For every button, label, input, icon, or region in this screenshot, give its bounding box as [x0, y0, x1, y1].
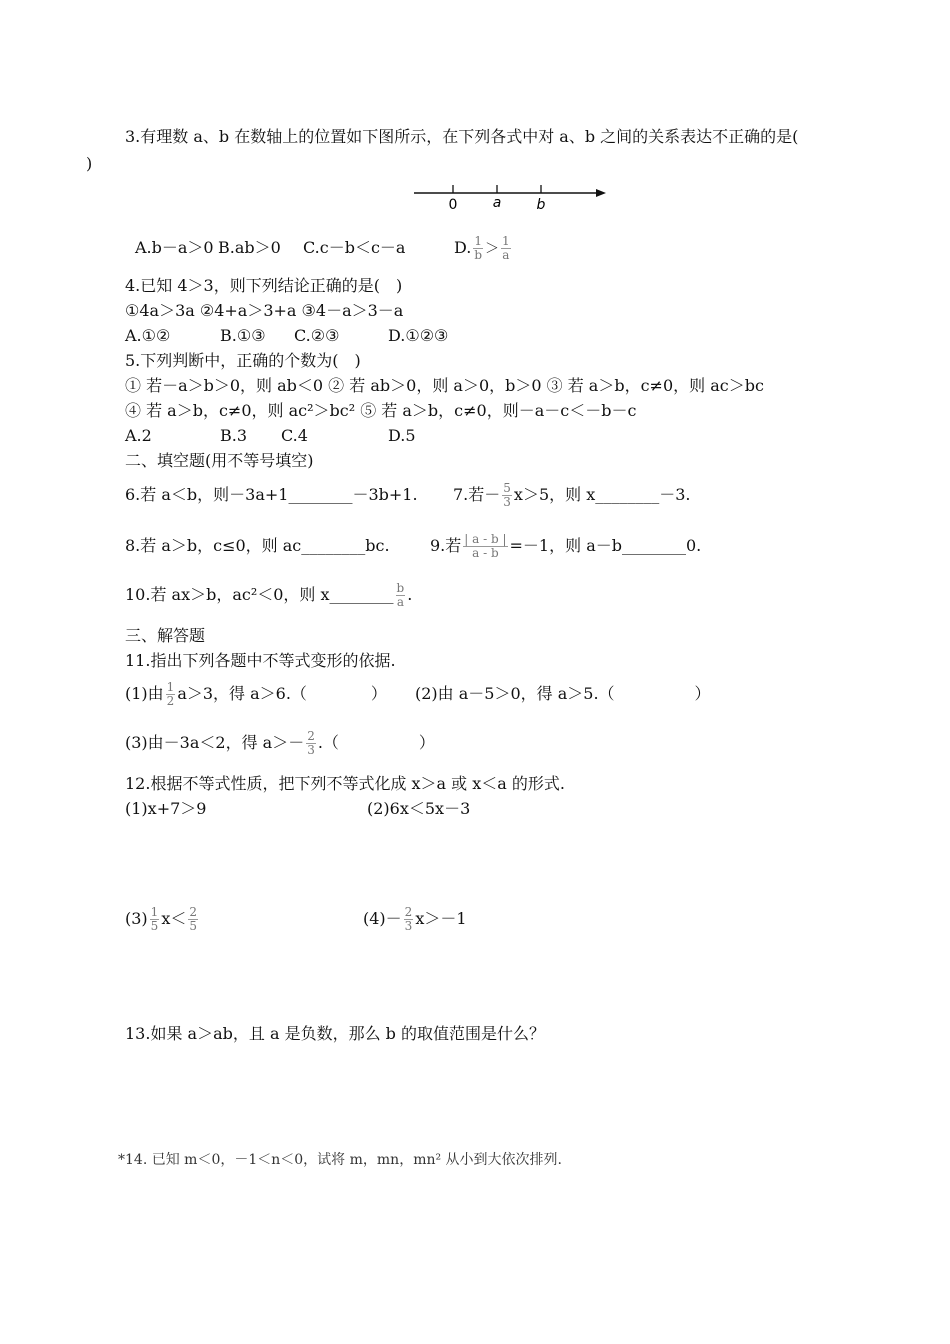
q10-suffix: . — [407, 585, 413, 604]
q5-option-b: B.3 — [220, 426, 248, 445]
q12-stem: 12.根据不等式性质，把下列不等式化成 x＞a 或 x＜a 的形式. — [125, 774, 566, 793]
q12-part1: (1)x+7＞9 — [125, 799, 207, 818]
q12-part3-frac2: $\frac{2}{5}$ — [189, 905, 197, 933]
q6: 6.若 a＜b，则－3a+1________－3b+1. — [125, 485, 418, 504]
q3-option-d-prefix: D. — [454, 238, 472, 257]
q12-part3-frac1: $\frac{1}{5}$ — [150, 905, 159, 933]
q10-frac: $\frac{b}{a}$ — [396, 581, 405, 609]
q12-part3 — [125, 902, 200, 936]
q3-option-d-frac1: $\frac{1}{b}$ — [474, 234, 483, 262]
q11-part2: (2)由 a－5＞0，得 a＞5.（ ） — [415, 684, 711, 703]
q10 — [125, 578, 412, 612]
q11-part3-suffix: .（ ） — [317, 733, 435, 752]
q3-option-b: B.ab＞0 — [218, 238, 281, 257]
q7-frac: $\frac{5}{3}$ — [503, 481, 511, 509]
label-0: 0 — [448, 197, 458, 213]
q3-stem: 3.有理数 a、b 在数轴上的位置如下图所示，在下列各式中对 a、b 之间的关系表达不正确的是( — [125, 127, 799, 146]
q11-part3 — [125, 726, 435, 760]
label-b: b — [536, 197, 546, 213]
q11-part1 — [125, 677, 387, 711]
q12-part3-mid: x＜ — [161, 909, 187, 928]
q4-stem: 4.已知 4＞3，则下列结论正确的是( ) — [125, 276, 403, 295]
q12-part4-frac: $\frac{2}{3}$ — [404, 905, 413, 933]
q5-option-d: D.5 — [388, 426, 416, 445]
q4-option-d: D.①②③ — [388, 326, 449, 345]
q11-part1-prefix: (1)由 — [125, 684, 164, 703]
q11-stem: 11.指出下列各题中不等式变形的依据. — [125, 651, 396, 670]
q5-line2: ④ 若 a＞b，c≠0，则 ac²＞bc² ⑤ 若 a＞b，c≠0，则－a－c＜－b－c — [125, 401, 637, 420]
q7 — [453, 478, 691, 512]
q12-part4 — [363, 902, 467, 936]
q4-option-b: B.①③ — [220, 326, 266, 345]
q7-suffix: x＞5，则 x________－3. — [513, 485, 691, 504]
q3-option-c: C.c－b＜c－a — [303, 238, 406, 257]
q12-part4-suffix: x＞－1 — [415, 909, 467, 928]
q10-prefix: 10.若 ax＞b，ac²＜0，则 x________ — [125, 585, 394, 604]
q11-part3-frac: $\frac{2}{3}$ — [307, 729, 315, 757]
q12-part4-prefix: (4)－ — [363, 909, 402, 928]
q9 — [430, 529, 701, 563]
q4-option-a: A.①② — [125, 326, 171, 345]
section-fill-in-title: 二、填空题(用不等号填空) — [125, 451, 314, 470]
q9-suffix: =－1，则 a－b________0. — [509, 536, 702, 555]
q7-prefix: 7.若－ — [453, 485, 501, 504]
q3-option-a: A.b－a＞0 — [135, 238, 214, 257]
q11-part3-prefix: (3)由－3a＜2，得 a＞－ — [125, 733, 305, 752]
q9-frac: $\frac{| a - b |}{a - b}$ — [464, 532, 507, 560]
q12-part2: (2)6x＜5x－3 — [367, 799, 471, 818]
q3-option-d-gt: ＞ — [485, 241, 500, 257]
q5-option-a: A.2 — [125, 426, 152, 445]
q8: 8.若 a＞b，c≤0，则 ac________bc. — [125, 536, 390, 555]
q5-stem: 5.下列判断中，正确的个数为( ) — [125, 351, 361, 370]
number-line-arrow-icon — [596, 189, 606, 197]
q11-part1-suffix: a＞3，得 a＞6.（ ） — [177, 684, 387, 703]
q11-part1-frac: $\frac{1}{2}$ — [166, 680, 175, 708]
label-a: a — [492, 195, 502, 211]
q3-option-d-frac2: $\frac{1}{a}$ — [502, 234, 510, 262]
q13: 13.如果 a＞ab，且 a 是负数，那么 b 的取值范围是什么？ — [125, 1024, 545, 1043]
q4-statements: ①4a＞3a ②4+a＞3+a ③4－a＞3－a — [125, 301, 404, 320]
number-line — [410, 180, 610, 214]
q14: *14. 已知 m＜0，－1＜n＜0，试将 m，mn，mn² 从小到大依次排列. — [118, 1152, 562, 1168]
q9-prefix: 9.若 — [430, 536, 462, 555]
q3-option-d — [454, 231, 513, 266]
section-solve-title: 三、解答题 — [125, 626, 206, 645]
q5-option-c: C.4 — [281, 426, 308, 445]
q3-paren-close: ) — [86, 154, 93, 173]
q4-option-c: C.②③ — [294, 326, 340, 345]
q12-part3-prefix: (3) — [125, 909, 148, 928]
q5-line1: ① 若－a＞b＞0，则 ab＜0 ② 若 ab＞0，则 a＞0，b＞0 ③ 若 a＞b，c≠0，则 ac＞bc — [125, 376, 764, 395]
